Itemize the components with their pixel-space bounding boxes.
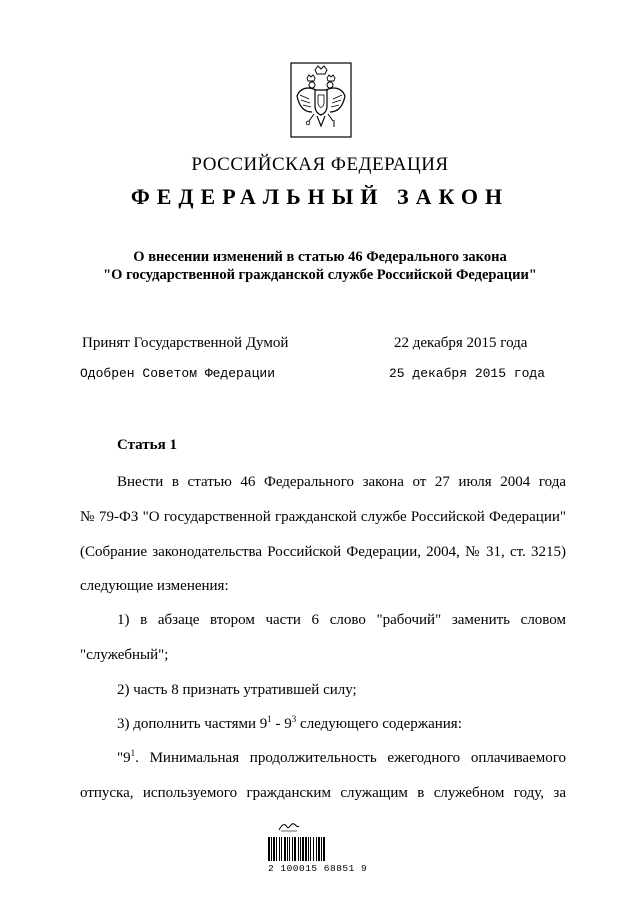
country-name: РОССИЙСКАЯ ФЕДЕРАЦИЯ bbox=[191, 154, 449, 175]
approved-date: 25 декабря 2015 года bbox=[389, 366, 546, 381]
paragraph-4 bbox=[117, 716, 462, 733]
paragraph-5-sup: 1 bbox=[130, 748, 136, 758]
barcode-number: 2 100015 68851 9 bbox=[268, 863, 368, 874]
paragraph-5-line-1 bbox=[117, 750, 566, 767]
adopted-by-duma-label: Принят Государственной Думой bbox=[82, 335, 289, 351]
paragraph-5-text-a: "9 bbox=[117, 750, 131, 766]
paragraph-5-text-b: . Минимальная продолжительность ежегодного оплачиваемого bbox=[135, 750, 566, 766]
barcode bbox=[268, 837, 364, 861]
law-title-line-1: О внесении изменений в статью 46 Федерального закона bbox=[133, 249, 507, 265]
paragraph-2-line-2: "служебный"; bbox=[80, 647, 169, 663]
approved-by-council-label: Одобрен Советом Федерации bbox=[80, 366, 276, 381]
paragraph-5-line-2: отпуска, используемого гражданским служащим в служебном году, за bbox=[80, 785, 566, 801]
paragraph-2-line-1: 1) в абзаце втором части 6 слово "рабочий" заменить словом bbox=[117, 612, 566, 628]
paragraph-4-sup-1: 1 bbox=[267, 714, 272, 724]
adopted-date: 22 декабря 2015 года bbox=[394, 335, 528, 351]
paragraph-1-line-2: № 79-ФЗ "О государственной гражданской службе Российской Федерации" bbox=[80, 509, 566, 525]
paragraph-4-sup-2: 3 bbox=[291, 714, 297, 724]
article-heading: Статья 1 bbox=[117, 437, 177, 453]
paragraph-1-line-3: (Собрание законодательства Российской Федерации, 2004, № 31, ст. 3215) bbox=[80, 544, 566, 560]
paragraph-1-line-1: Внести в статью 46 Федерального закона от 27 июля 2004 года bbox=[117, 474, 566, 490]
paragraph-4-text-a: 3) дополнить частями 9 bbox=[117, 716, 268, 732]
paragraph-3: 2) часть 8 признать утратившей силу; bbox=[117, 682, 357, 698]
coat-of-arms-emblem bbox=[290, 62, 352, 138]
paragraph-4-text-b: - 9 bbox=[271, 716, 292, 732]
law-title-line-2: "О государственной гражданской службе Российской Федерации" bbox=[103, 267, 537, 283]
paragraph-4-text-c: следующего содержания: bbox=[296, 716, 462, 732]
law-type-heading: ФЕДЕРАЛЬНЫЙ ЗАКОН bbox=[130, 184, 510, 209]
paragraph-1-line-4: следующие изменения: bbox=[80, 578, 229, 594]
registration-mark-icon bbox=[278, 820, 300, 832]
